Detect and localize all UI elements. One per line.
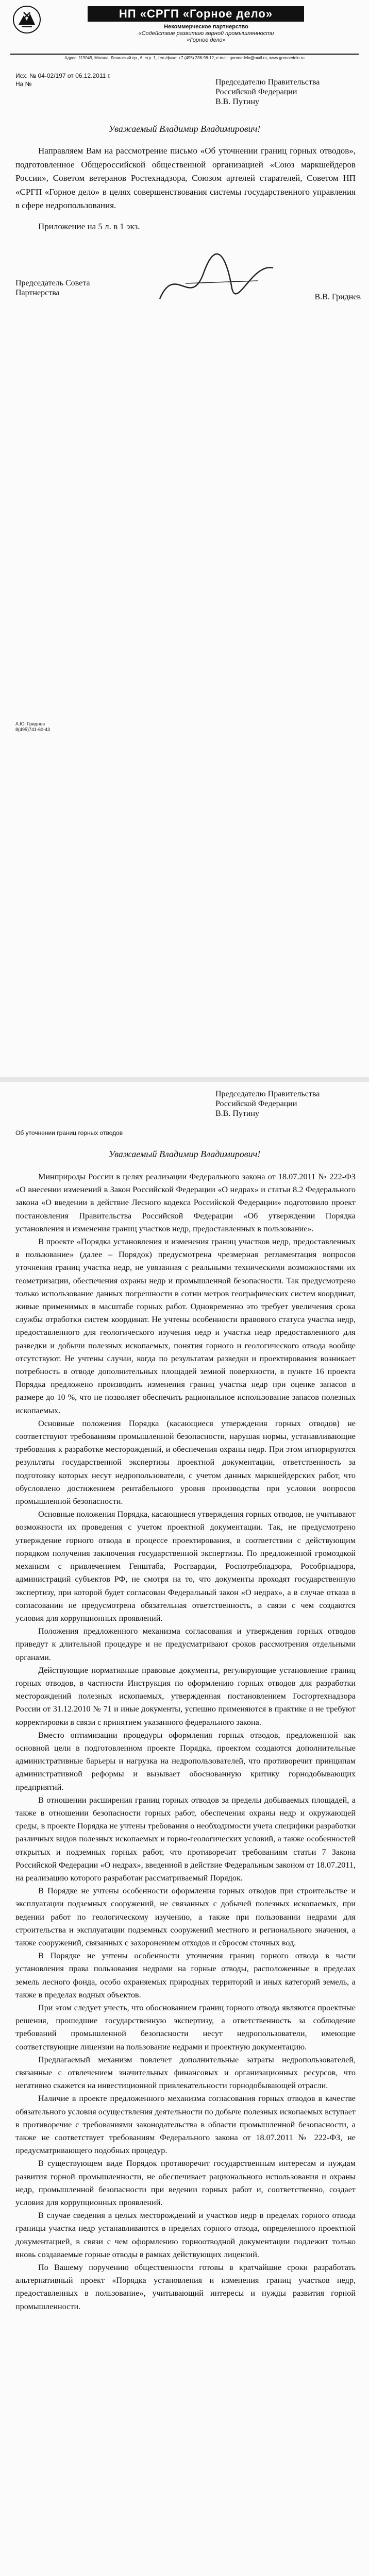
letter-body — [15, 144, 356, 233]
addressee-block-2: Председателю Правительства Российской Федерации В.В. Путину — [215, 1090, 320, 1118]
letter-body-2 — [15, 1171, 356, 2313]
org-emblem-icon — [12, 5, 41, 34]
incoming-ref: На № — [15, 80, 32, 88]
executor-note: А.Ю. Гриднев 8(495)741-60-43 — [15, 721, 51, 732]
outgoing-ref: Исх. № 04-02/197 от 06.12.2011 г. — [15, 72, 111, 79]
org-address: Адрес: 119049, Москва, Ленинский пр., 6, стр. 1, тел./факс: +7 (495) 236-98-12, e-mail: gornoedelo@mail.ru, www.gornoedelo.ru — [10, 54, 359, 60]
paragraph: В случае сведения в целых месторождений и участков недр в пределах горного отвода границы участка недр устанавливаются в пределах горного отвода, определенного проектной документацией, в связи с чем оформлению горноотводной документации подлежит только вновь создаваемые горные отводы в рамках действующих лицензий. — [15, 2211, 356, 2259]
page-separator — [0, 1077, 369, 1082]
paragraph: Положения предложенного механизма согласования и утверждения горных отводов приведут к длительной процедуре и не предусматривают сроков рассмотрения отдельными органами. — [15, 1626, 356, 1662]
signer-title: Председатель Совета Партнерства — [15, 279, 90, 297]
org-type: Некоммерческое партнерство — [164, 24, 248, 30]
paragraph: Наличие в проекте предложенного механизма согласования горных отводов в качестве обязательного условия осуществления деятельности по добыче полезных ископаемых вступает в противоречие с требованиями законодательства в области промышленной безопасности, а также не соответствует требованиям Федерального закона от 18.07.2011 № 222-ФЗ, не предусматривающего подобных процедур. — [15, 2094, 356, 2156]
handwritten-signature — [155, 252, 278, 314]
paragraph: При этом следует учесть, что обоснованием границ горного отвода являются проектные решения, прошедшие государственную экспертизу, а ответственность за соблюдение требований промышленной безопасности несут недропользователи, имеющие соответствующие лицензии на пользование недрами и проектную документацию. — [15, 2003, 356, 2052]
org-full-name-2: «Горное дело» — [187, 37, 226, 43]
paragraph: В проекте «Порядка установления и изменения границ участков недр, предоставленных в пользование» (далее – Порядок) предусмотрена чрезмерная регламентация вопросов уточнения границ участка недр, не увязанная с реальными техническими возможностями их геометризации, обеспечения охраны недр и промышленной безопасности. Так предусмотрено только использование данных погрешности в сотни метров географических систем координат, живые применимых в масштабе горных работ. Одновременно это требует увеличения срока службы отработки систем координат. Не учтены особенности правового статуса участка недр, предоставленного для геологического изучения недр и участка недр предоставленного для разведки и добычи полезных ископаемых, понятия горного и геологического отвода вообще отсутствуют. Не учтены случаи, когда по результатам разведки и проектирования возникает потребность в отводе дополнительных площадей земной поверхности, в пункте 16 проекта Порядка предложено производить изменения границ участка недр при оценке запасов в размере до 10 %, что не позволяет обеспечить рациональное использование запасов полезных ископаемых. — [15, 1237, 356, 1415]
paragraph: Основные положения Порядка (касающиеся утверждения горных отводов) не соответствуют требованиям промышленной безопасности, нарушая нормы, устанавливающие требования к разработке месторождений, и обеспечения охраны недр. При этом игнорируются результаты государственной экспертизы проектной документации, ответственность за подготовку которых несут недропользователи, с учетом данных маркшейдерских работ, что обусловлено достижением рентабельного уровня производства при условии вопросов промышленной безопасности. — [15, 1418, 356, 1506]
greeting: Уважаемый Владимир Владимирович! — [108, 124, 261, 134]
paragraph: Минприроды России в целях реализации Федерального закона от 18.07.2011 № 222-ФЗ «О внесении изменений в Закон Российской Федерации «О недрах» и статьи 8.2 Федерального закона «О введении в действие Лесного кодекса Российской Федерации» подготовило проект постановления Правительства Российской Федерации «Об утверждении Порядка установления и изменения границ участков недр, предоставленных в пользование». — [15, 1172, 356, 1233]
org-description — [62, 24, 350, 44]
signer-name: В.В. Гриднев — [314, 293, 361, 301]
paragraph: В Порядке не учтены особенности уточнения границ горного отвода в части установления права пользования недрами на горные отводы, расположенные в пределах земель лесного фонда, особо охраняемых природных территорий и иных категорий земель, а также в пределах водных объектов. — [15, 1951, 356, 1999]
paragraph: В существующем виде Порядок противоречит государственным интересам и нуждам развития горной промышленности, не обеспечивает рационального использования и охраны недр, промышленной безопасности при ведении горных работ и, соответственно, создает условия для коррупционных проявлений. — [15, 2159, 356, 2208]
paragraph: В Порядке не учтены особенности оформления горных отводов при строительстве и эксплуатации подземных сооружений, не связанных с добычей полезных ископаемых, при ведении работ по геологическому изучению, а также при пользовании недрами для строительства и эксплуатации подземных сооружений местного и регионального значения, а также сооружений, связанных с захоронением отходов и сбросом сточных вод. — [15, 1886, 356, 1947]
attachment-note: Приложение на 5 л. в 1 экз. — [38, 221, 140, 231]
letterhead — [10, 4, 359, 52]
paragraph: Основные положения Порядка, касающиеся утверждения горных отводов, не учитывают возможности их проведения с учетом проектной документации. Так, не предусмотрено утверждение горного отвода в процессе проектирования, в соответствии с действующим порядком получения заключения государственной экспертизы. По предложенной громоздкой механизм с привлечением Генштаба, Росгвардии, Роспотребнадзора, Рособрнадзора, администраций субъектов РФ, не смотря на то, что документы проходят государственную экспертизу, при которой будет согласован Федеральный закон «О недрах», а в случае отказа в согласовании не предусмотрена обязательная ответственность, в связи с чем создаются условия для коррупционных проявлений. — [15, 1510, 356, 1623]
paragraph: Предлагаемый механизм повлечет дополнительные затраты недропользователей, связанные с отвлечением значительных финансовых и организационных ресурсов, что негативно скажется на инвестиционной привлекательности горнодобывающей отрасли. — [15, 2055, 356, 2091]
paragraph: В отношении расширения границ горных отводов за пределы добываемых площадей, а также в отношении безопасности горных работ, обеспечения охраны недр и окружающей среды, в проекте Порядка не учтены требования о необходимости учета специфики разработки различных видов полезных ископаемых и горно-геологических условий, а также особенностей открытых и подземных горных работ, что противоречит требованиям статьи 7 Закона Российской Федерации «О недрах», введенной в действие Федеральным законом от 18.07.2011, на реализацию которого разработан рассматриваемый Порядок. — [15, 1795, 356, 1883]
addressee-block: Председателю Правительства Российской Федерации В.В. Путину — [215, 78, 320, 106]
paragraph: Вместо оптимизации процедуры оформления горных отводов, предложенной как основной цели в подготовленном проекте Порядка, проектом создаются дополнительные административные барьеры и нагрузка на недропользователей, что противоречит принципам административной реформы и вызывает обоснованную критику горнодобывающих предприятий. — [15, 1730, 356, 1792]
paragraph: Действующие нормативные правовые документы, регулирующие установление границ горных отводов, в частности Инструкция по оформлению горных отводов для разработки месторождений полезных ископаемых, утвержденная постановлением Госгортехнадзора России от 31.12.2010 № 71 и иные документы, успешно применяются в практике и не требуют корректировки в связи с принятием указанного федерального закона. — [15, 1665, 356, 1727]
cover-letter-page — [0, 0, 369, 1077]
letter-subject: Об уточнении границ горных отводов — [15, 1129, 123, 1137]
greeting-2: Уважаемый Владимир Владимирович! — [108, 1149, 261, 1159]
org-full-name: «Содействие развитию горной промышленности — [138, 30, 274, 37]
org-name: НП «СРГП «Горное дело» — [88, 6, 304, 22]
paragraph: По Вашему поручению общественности готовы в кратчайшие сроки разработать альтернативный проект «Порядка установления и изменения границ участков недр, предоставленных в пользование», учитывающий интересы и нужды развития горной промышленности. — [15, 2263, 356, 2311]
attachment-letter-page — [0, 1082, 369, 2576]
paragraph: Направляем Вам на рассмотрение письмо «Об уточнении границ горных отводов», подготовленное Общероссийской общественной организацией «Союз маркшейдеров России», Советом ветеранов Ростехнадзора, Союзом артелей старателей, Советом НП «СРГП «Горное дело» в целях совершенствования системы государственного управления в сфере недропользования. — [15, 146, 356, 210]
